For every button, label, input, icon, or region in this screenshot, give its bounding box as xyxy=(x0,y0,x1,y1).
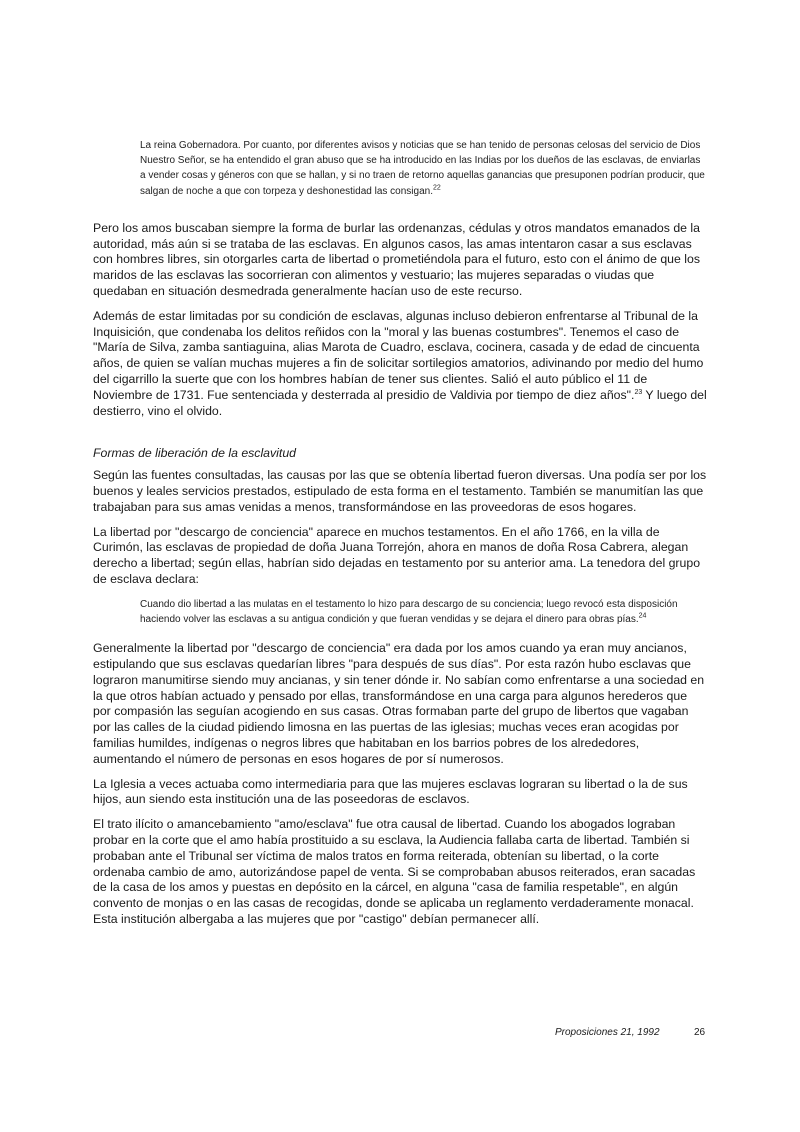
footnote-ref-23[interactable]: 23 xyxy=(634,388,643,396)
journal-citation: Proposiciones 21, 1992 xyxy=(555,1027,660,1038)
paragraph-conscience: La libertad por "descargo de conciencia" aparece en muchos testamentos. En el año 1766, en la villa de Curimón, las esclavas de propiedad de doña Juana Torrejón, ahora en manos de doña Rosa Cabrera, alegan derecho a libertad; según ellas, habrían sido dejadas en testamento por su anterior ama. La tenedora del grupo de esclava declara: xyxy=(93,524,701,586)
quote-text: La reina Gobernadora. Por cuanto, por diferentes avisos y noticias que se han tenido de personas celosas del servicio de Dios Nuestro Señor, se ha entendido el gran abuso que se ha introducido en las Indias por los dueños de las esclavas, de enviarlas a vender cosas y géneros con que se hallan, y si no traen de retorno aquellas ganancias que presuponen podrían producir, que salgan de noche a que con torpeza y deshonestidad las consigan. xyxy=(140,140,705,197)
page-content xyxy=(93,138,708,937)
paragraph-illicit-relations: El trato ilícito o amancebamiento "amo/esclava" fue otra causal de libertad. Cuando los abogados lograban probar en la corte que el amo había prostituido a su esclava, la Audiencia fallaba carta de libertad. También si probaban ante el Tribunal ser víctima de malos tratos en forma reiterada, obtenían su libertad, o la corte ordenaba cambio de amo, autorizándose papel de venta. Si se comprobaban abusos reiterados, eran sacadas de la casa de los amos y puestas en depósito en la cárcel, en alguna "casa de familia respetable", en algún convento de monjas o en las casas de recogidas, donde se aplicaba un reglamento verdaderamente monacal. Esta institución albergaba a las mujeres que por "castigo" debían permanecer allí. xyxy=(93,817,696,926)
block-quote-royal-decree xyxy=(140,138,708,199)
paragraph-masters-evasion: Pero los amos buscaban siempre la forma de burlar las ordenanzas, cédulas y otros mandatos emanados de la autoridad, más aún si se trataba de las esclavas. En algunos casos, las amas intentaron casar a sus esclavas con hombres libres, sin otorgarles carta de libertad o prometiéndola para el futuro, esto con el ánimo de que los maridos de las esclavas las socorrieran con alimentos y vestuario; las mujeres separadas o viudas que quedaban en situación desmedrada generalmente hacían uso de este recurso. xyxy=(93,220,700,298)
paragraph-text: Además de estar limitadas por su condición de esclavas, algunas incluso debieron enfrentarse al Tribunal de la Inquisición, que condenaba los delitos reñidos con la "moral y las buenas costumbres". Tenemos el caso de "María de Silva, zamba santiaguina, alias Marota de Cuadro, esclava, cocinera, casada y de edad de cincuenta años, de quien se valían muchas mujeres a fin de solicitar sortilegios amatorios, adivinando por medio del humo del cigarrillo la suerte que con los hombres habían de tener sus clientes. Salió el auto público el 11 de Noviembre de 1731. Fue sentenciada y desterrada al presidio de Valdivia por tiempo de diez años". xyxy=(93,308,704,402)
paragraph-causes: Según las fuentes consultadas, las causas por las que se obtenía libertad fueron diversas. Una podía ser por los buenos y leales servicios prestados, estipulado de esta forma en el testamento. También se manumitían las que trabajaban para sus amas venidas a menos, transformándose en las proveedoras de esos hogares. xyxy=(93,468,707,514)
paragraph-tail: Y luego del destierro, vino el olvido. xyxy=(93,387,707,418)
paragraph-elderly-slaves: Generalmente la libertad por "descargo de conciencia" era dada por los amos cuando ya eran muy ancianos, estipulando que sus esclavas quedarían libres "para después de sus días". Por esta razón hubo esclavas que lograron manumitirse siendo muy ancianas, y sin tener dónde ir. No sabían como enfrentarse a una sociedad en la que otros habían actuado y pensado por ellas, transformándose en una carga para algunos herederos que por compasión las seguían acogiendo en sus casas. Otras formaban parte del grupo de libertos que vagaban por las calles de la ciudad pidiendo limosna en las puertas de las iglesias; muchas veces eran acogidas por familias humildes, indígenas o negros libres que habitaban en los barrios pobres de los alrededores, aumentando el número de personas en esos hogares de por sí numerosos. xyxy=(93,641,705,766)
footnote-ref-22[interactable]: 22 xyxy=(433,184,441,192)
footnote-ref-24[interactable]: 24 xyxy=(638,612,647,620)
paragraph-church: La Iglesia a veces actuaba como intermediaria para que las mujeres esclavas lograran su libertad o la de sus hijos, aun siendo esta institución una de las poseedoras de esclavos. xyxy=(93,776,688,807)
quote-text: Cuando dio libertad a las mulatas en el testamento lo hizo para descargo de su conciencia; luego revocó esta disposición haciendo volver las esclavas a su antigua condición y que fueran vendidas y se dejara el dinero para obras pías. xyxy=(140,598,678,625)
section-heading: Formas de liberación de la esclavitud xyxy=(93,446,297,461)
block-quote-declaration xyxy=(140,597,708,627)
page-number: 26 xyxy=(694,1027,706,1038)
paragraph-inquisition xyxy=(93,309,708,420)
